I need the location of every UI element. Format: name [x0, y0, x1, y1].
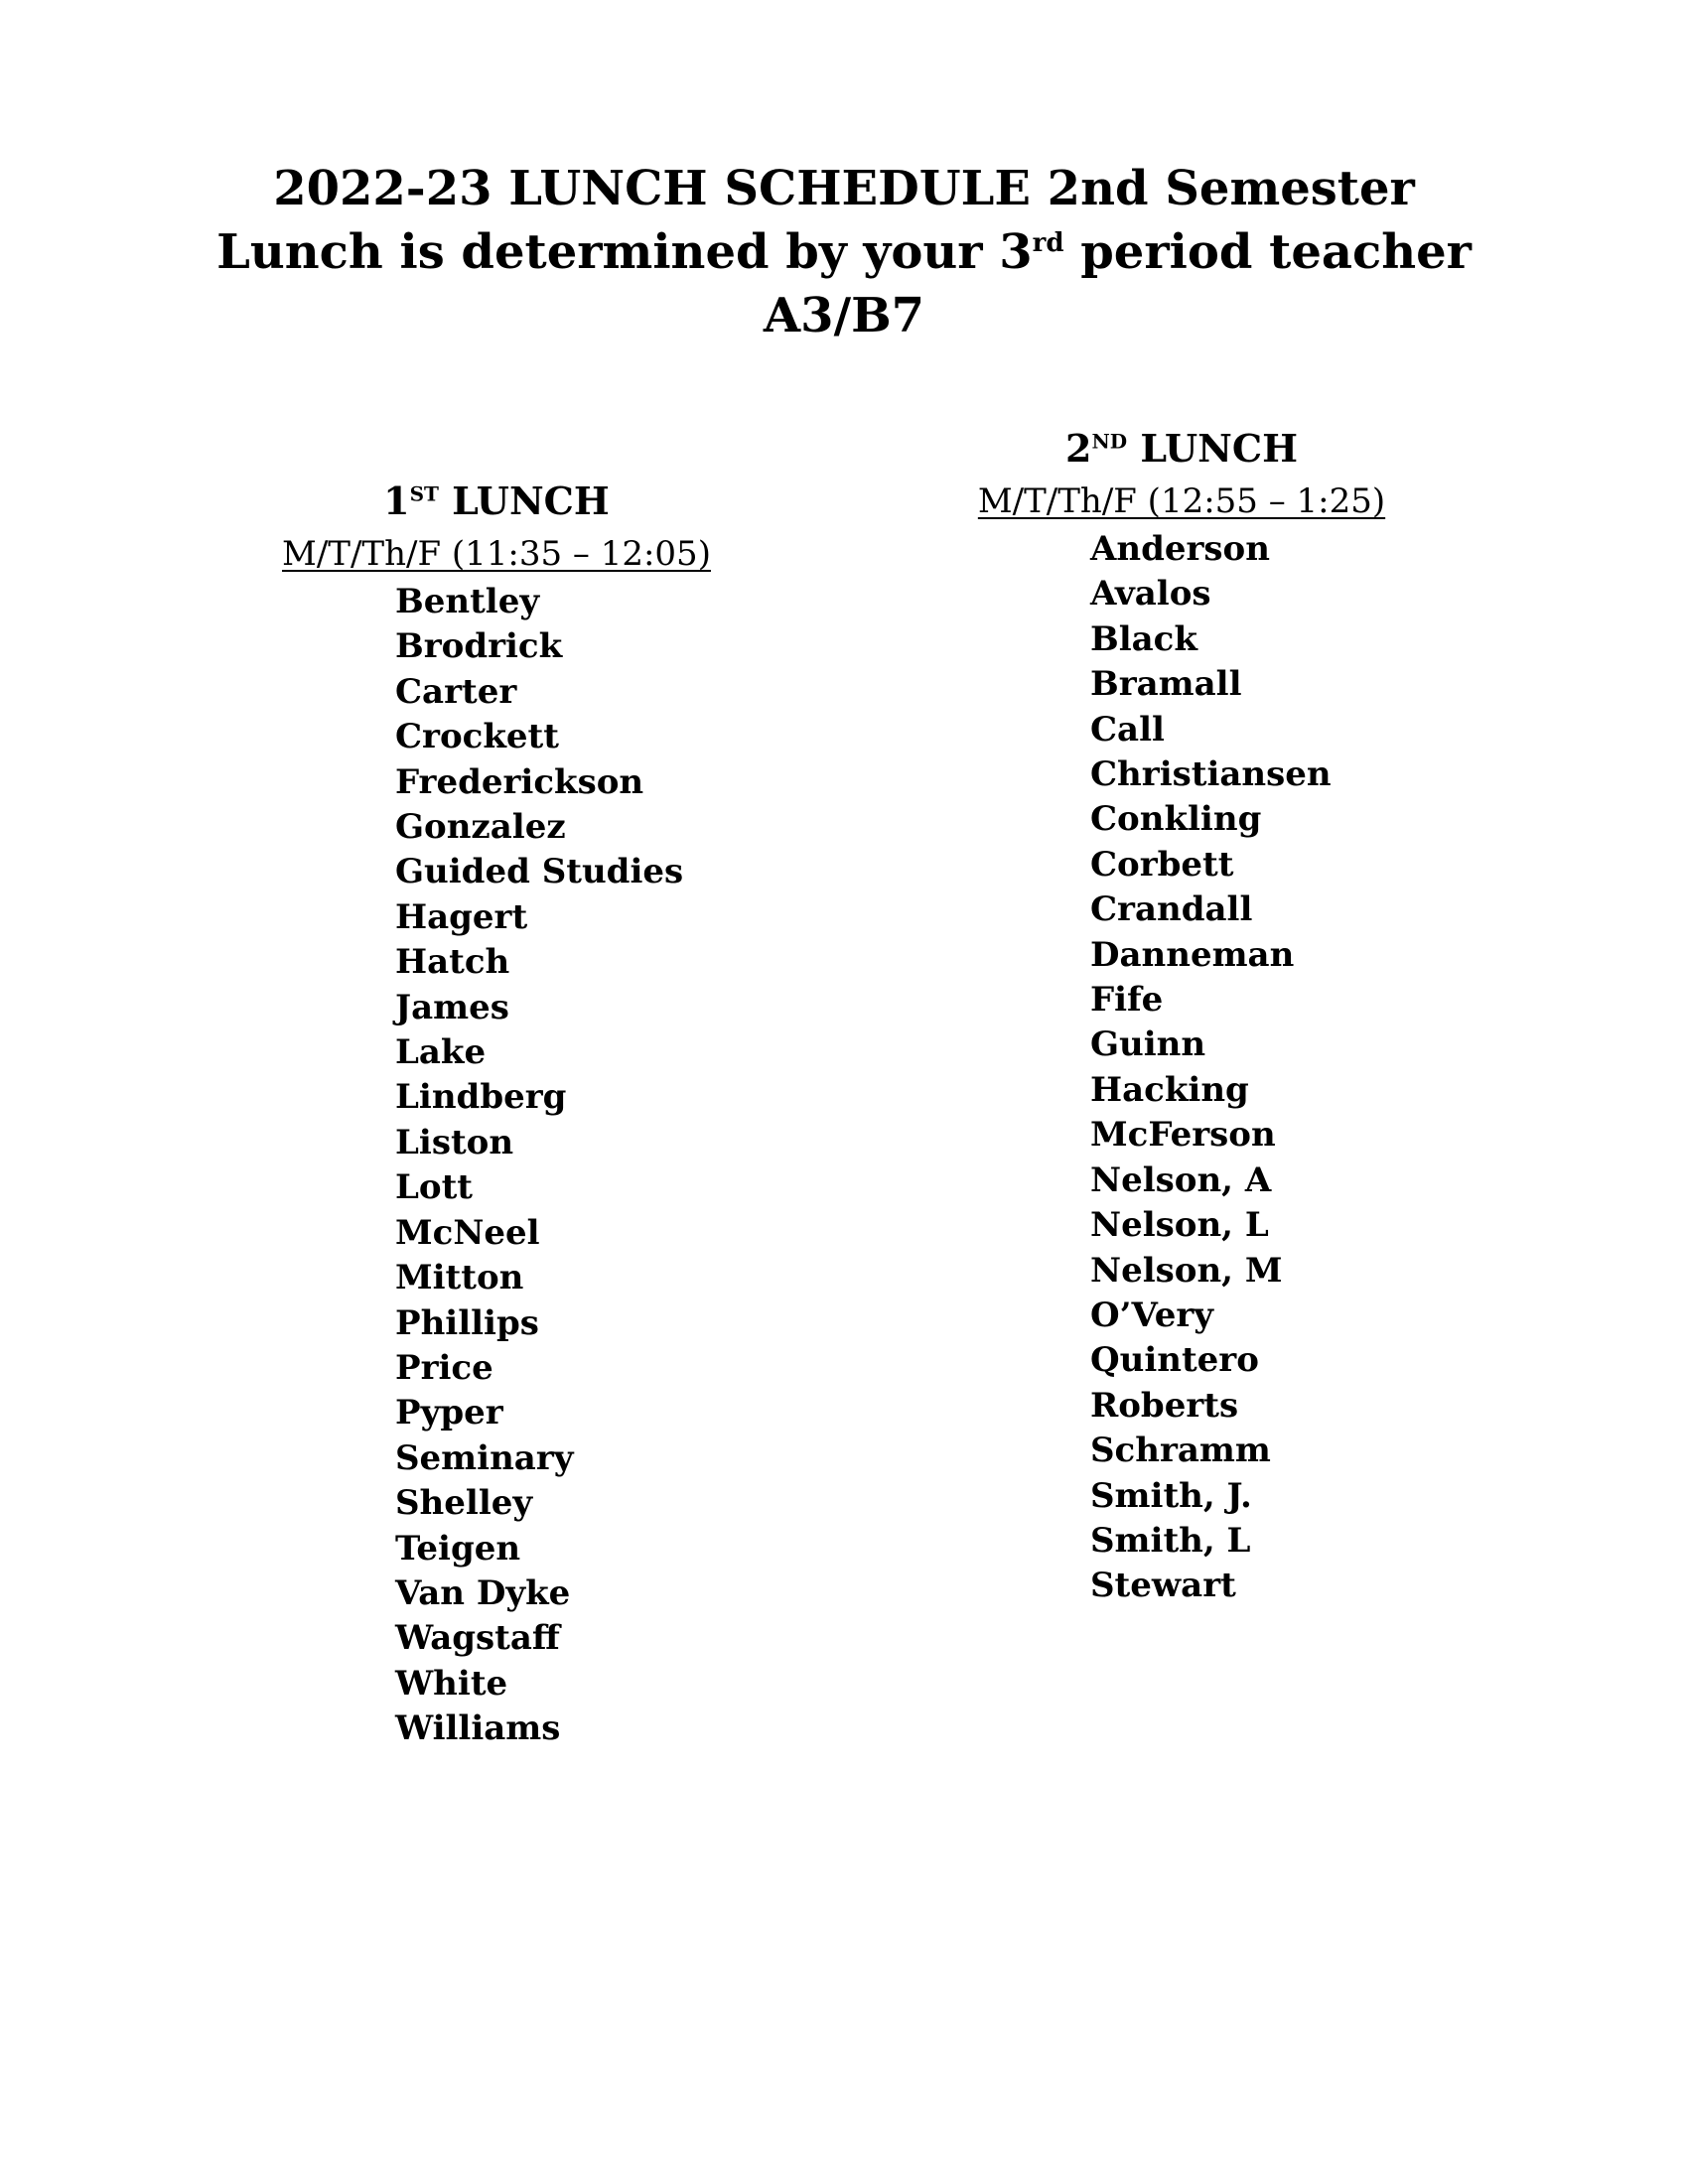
teacher-name: Bramall: [1090, 664, 1242, 705]
period-codes: A3/B7: [763, 288, 925, 343]
teacher-name: Conkling: [1090, 799, 1262, 840]
second-lunch-times: M/T/Th/F (12:55 – 1:25): [977, 481, 1386, 521]
subtitle-superscript: rd: [1032, 228, 1064, 258]
teacher-name: Roberts: [1090, 1385, 1239, 1426]
teacher-name: James: [395, 987, 509, 1027]
second-lunch-heading-number: 2: [1065, 426, 1092, 471]
teacher-name: Danneman: [1090, 934, 1295, 975]
teacher-name: Lake: [395, 1032, 487, 1073]
teacher-name: Williams: [395, 1708, 561, 1749]
teacher-name: Avalos: [1090, 574, 1211, 614]
teacher-name: Nelson, A: [1090, 1160, 1272, 1200]
teacher-name: Quintero: [1090, 1340, 1259, 1381]
teacher-name: Guinn: [1090, 1024, 1206, 1065]
first-lunch-times: M/T/Th/F (11:35 – 12:05): [282, 534, 711, 574]
first-lunch-heading-number: 1: [383, 478, 410, 523]
teacher-name: Teigen: [395, 1528, 521, 1569]
teacher-name: Schramm: [1090, 1431, 1271, 1471]
teacher-name: Crockett: [395, 717, 559, 757]
teacher-name: Phillips: [395, 1302, 539, 1343]
teacher-name: Lindberg: [395, 1077, 567, 1118]
teacher-name: Guided Studies: [395, 852, 684, 892]
first-lunch-teacher-list: [218, 580, 774, 1752]
teacher-name: Nelson, L: [1090, 1205, 1269, 1246]
teacher-name: Black: [1090, 618, 1197, 659]
second-lunch-heading: [904, 422, 1460, 476]
page-title: 2022-23 LUNCH SCHEDULE 2nd Semester: [273, 161, 1415, 216]
teacher-name: O’Very: [1090, 1295, 1214, 1335]
teacher-name: Carter: [395, 671, 517, 712]
teacher-name: Hagert: [395, 896, 528, 937]
first-lunch-heading: [218, 475, 774, 528]
first-lunch-heading-text: LUNCH: [438, 478, 610, 523]
teacher-name: Smith, L: [1090, 1520, 1251, 1561]
teacher-name: Frederickson: [395, 761, 644, 802]
subtitle-text-after: period teacher: [1063, 224, 1472, 280]
teacher-name: Liston: [395, 1122, 514, 1162]
teacher-name: Call: [1090, 709, 1165, 750]
teacher-name: McNeel: [395, 1212, 540, 1253]
teacher-name: Smith, J.: [1090, 1475, 1252, 1516]
teacher-name: McFerson: [1090, 1115, 1276, 1156]
teacher-name: Bentley: [395, 582, 540, 621]
subtitle-text-before: Lunch is determined by your 3: [216, 224, 1033, 280]
second-lunch-heading-superscript: ND: [1091, 429, 1128, 454]
teacher-name: Gonzalez: [395, 807, 566, 848]
teacher-name: Corbett: [1090, 844, 1234, 885]
teacher-name: Anderson: [1090, 529, 1270, 569]
teacher-name: Crandall: [1090, 889, 1253, 930]
teacher-name: Shelley: [395, 1483, 533, 1524]
teacher-name: Hatch: [395, 942, 510, 983]
teacher-name: Lott: [395, 1167, 473, 1208]
second-lunch-column: [904, 422, 1460, 1609]
teacher-name: Price: [395, 1347, 493, 1388]
teacher-name: Mitton: [395, 1258, 524, 1298]
teacher-name: Christiansen: [1090, 754, 1332, 795]
teacher-name: Brodrick: [395, 626, 563, 667]
teacher-name: Nelson, M: [1090, 1250, 1283, 1291]
second-lunch-teacher-list: [904, 527, 1460, 1609]
second-lunch-heading-text: LUNCH: [1127, 426, 1298, 471]
page-header: [0, 157, 1688, 347]
page-subtitle: [0, 220, 1688, 284]
teacher-name: Pyper: [395, 1393, 503, 1433]
teacher-name: Fife: [1090, 980, 1164, 1021]
teacher-name: Wagstaff: [395, 1618, 560, 1659]
teacher-name: Stewart: [1090, 1566, 1236, 1606]
teacher-name: Hacking: [1090, 1069, 1249, 1110]
first-lunch-heading-superscript: ST: [409, 481, 439, 506]
teacher-name: White: [395, 1663, 508, 1704]
teacher-name: Van Dyke: [395, 1572, 571, 1613]
first-lunch-column: [218, 475, 774, 1752]
teacher-name: Seminary: [395, 1437, 574, 1478]
